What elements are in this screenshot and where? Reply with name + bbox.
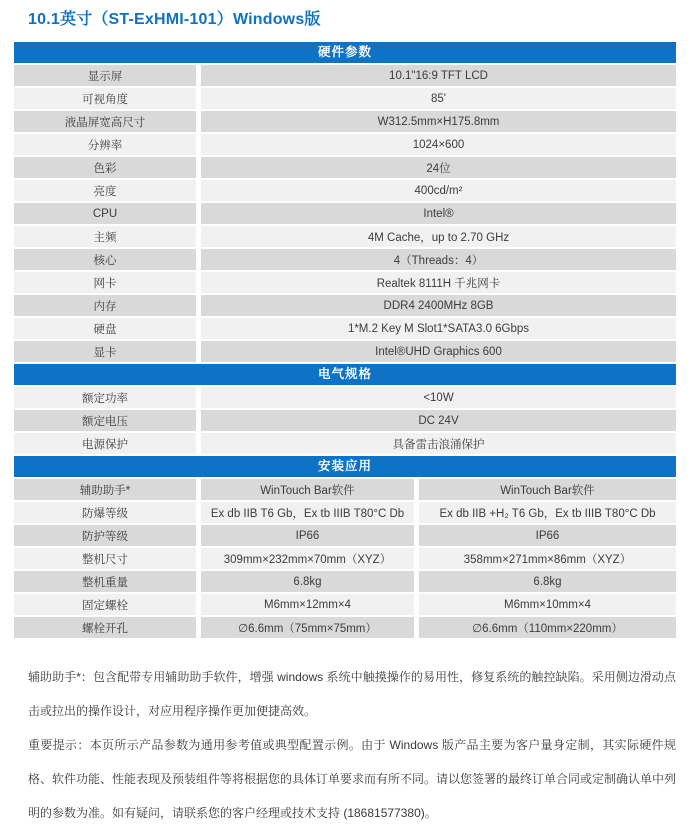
page-title: 10.1英寸（ST-ExHMI-101）Windows版 <box>28 11 321 28</box>
spec-value: 1*M.2 Key M Slot1*SATA3.0 6Gbps <box>201 318 676 339</box>
section-header: 电气规格 <box>14 364 676 385</box>
spec-value: Intel®UHD Graphics 600 <box>201 341 676 362</box>
spec-label: 防爆等级 <box>14 502 196 523</box>
spec-value: 10.1"16:9 TFT LCD <box>201 65 676 86</box>
spec-value: IP66 <box>419 525 676 546</box>
spec-label: CPU <box>14 203 196 224</box>
spec-value: 1024×600 <box>201 134 676 155</box>
spec-value: DDR4 2400MHz 8GB <box>201 295 676 316</box>
table-row <box>14 272 676 293</box>
table-row <box>14 157 676 178</box>
spec-label: 螺栓开孔 <box>14 617 196 638</box>
table-row <box>14 180 676 201</box>
table-row <box>14 433 676 454</box>
spec-label: 内存 <box>14 295 196 316</box>
table-row <box>14 318 676 339</box>
table-row <box>14 203 676 224</box>
spec-label: 硬盘 <box>14 318 196 339</box>
spec-value: Realtek 8111H 千兆网卡 <box>201 272 676 293</box>
note-important: 重要提示：本页所示产品参数为通用参考值或典型配置示例。由于 Windows 版产品主要为客户量身定制，其实际硬件规格、软件功能、性能表现及预装组件等将根据您的具体订单要求而有所不同。请以您签署的最终订单合同或定制确认单中列明的参数为准。如有疑问，请联系您的客户经理或技术支持 (18681577380)。 <box>28 738 677 820</box>
spec-label: 整机尺寸 <box>14 548 196 569</box>
table-row <box>14 571 676 592</box>
spec-value: 85' <box>201 88 676 109</box>
table-row <box>14 525 676 546</box>
table-row <box>14 249 676 270</box>
spec-label: 显示屏 <box>14 65 196 86</box>
spec-value: 358mm×271mm×86mm（XYZ） <box>419 548 676 569</box>
spec-value: 6.8kg <box>419 571 676 592</box>
spec-value: 400cd/m² <box>201 180 676 201</box>
spec-label: 额定功率 <box>14 387 196 408</box>
spec-value: 309mm×232mm×70mm（XYZ） <box>201 548 414 569</box>
spec-label: 网卡 <box>14 272 196 293</box>
spec-value: Ex db IIB T6 Gb，Ex tb IIIB T80°C Db <box>201 502 414 523</box>
table-row <box>14 88 676 109</box>
spec-value: DC 24V <box>201 410 676 431</box>
spec-label: 色彩 <box>14 157 196 178</box>
spec-value: ∅6.6mm（75mm×75mm） <box>201 617 414 638</box>
spec-label: 额定电压 <box>14 410 196 431</box>
spec-label: 防护等级 <box>14 525 196 546</box>
table-row <box>14 111 676 132</box>
table-row <box>14 617 676 638</box>
section-header: 硬件参数 <box>14 42 676 63</box>
spec-value: M6mm×10mm×4 <box>419 594 676 615</box>
spec-value: 具备雷击浪涌保护 <box>201 433 676 454</box>
section-header: 安装应用 <box>14 456 676 477</box>
spec-label: 分辨率 <box>14 134 196 155</box>
spec-value: ∅6.6mm（110mm×220mm） <box>419 617 676 638</box>
spec-value: 4M Cache，up to 2.70 GHz <box>201 226 676 247</box>
spec-label: 固定螺栓 <box>14 594 196 615</box>
spec-value: 4（Threads：4） <box>201 249 676 270</box>
spec-value: 6.8kg <box>201 571 414 592</box>
spec-value: Ex db IIB +H₂ T6 Gb，Ex tb IIIB T80°C Db <box>419 502 676 523</box>
table-row <box>14 295 676 316</box>
table-row <box>14 226 676 247</box>
spec-table <box>14 42 676 640</box>
table-row <box>14 134 676 155</box>
table-row <box>14 387 676 408</box>
spec-label: 亮度 <box>14 180 196 201</box>
table-row <box>14 548 676 569</box>
table-row <box>14 479 676 500</box>
spec-label: 电源保护 <box>14 433 196 454</box>
spec-label: 显卡 <box>14 341 196 362</box>
spec-value: W312.5mm×H175.8mm <box>201 111 676 132</box>
table-row <box>14 410 676 431</box>
table-row <box>14 594 676 615</box>
spec-value: 24位 <box>201 157 676 178</box>
spec-value: <10W <box>201 387 676 408</box>
table-row <box>14 341 676 362</box>
spec-label: 整机重量 <box>14 571 196 592</box>
spec-label: 液晶屏宽高尺寸 <box>14 111 196 132</box>
spec-label: 可视角度 <box>14 88 196 109</box>
table-row <box>14 65 676 86</box>
notes <box>28 660 676 830</box>
spec-value: WinTouch Bar软件 <box>201 479 414 500</box>
spec-value: M6mm×12mm×4 <box>201 594 414 615</box>
spec-value: Intel® <box>201 203 676 224</box>
spec-label: 主频 <box>14 226 196 247</box>
spec-value: WinTouch Bar软件 <box>419 479 676 500</box>
note-assistant: 辅助助手*：包含配带专用辅助助手软件，增强 windows 系统中触摸操作的易用性，修复系统的触控缺陷。采用侧边滑动点击或拉出的操作设计，对应用程序操作更加便捷高效。 <box>28 670 676 718</box>
spec-label: 核心 <box>14 249 196 270</box>
spec-value: IP66 <box>201 525 414 546</box>
spec-label: 辅助助手* <box>14 479 196 500</box>
table-row <box>14 502 676 523</box>
